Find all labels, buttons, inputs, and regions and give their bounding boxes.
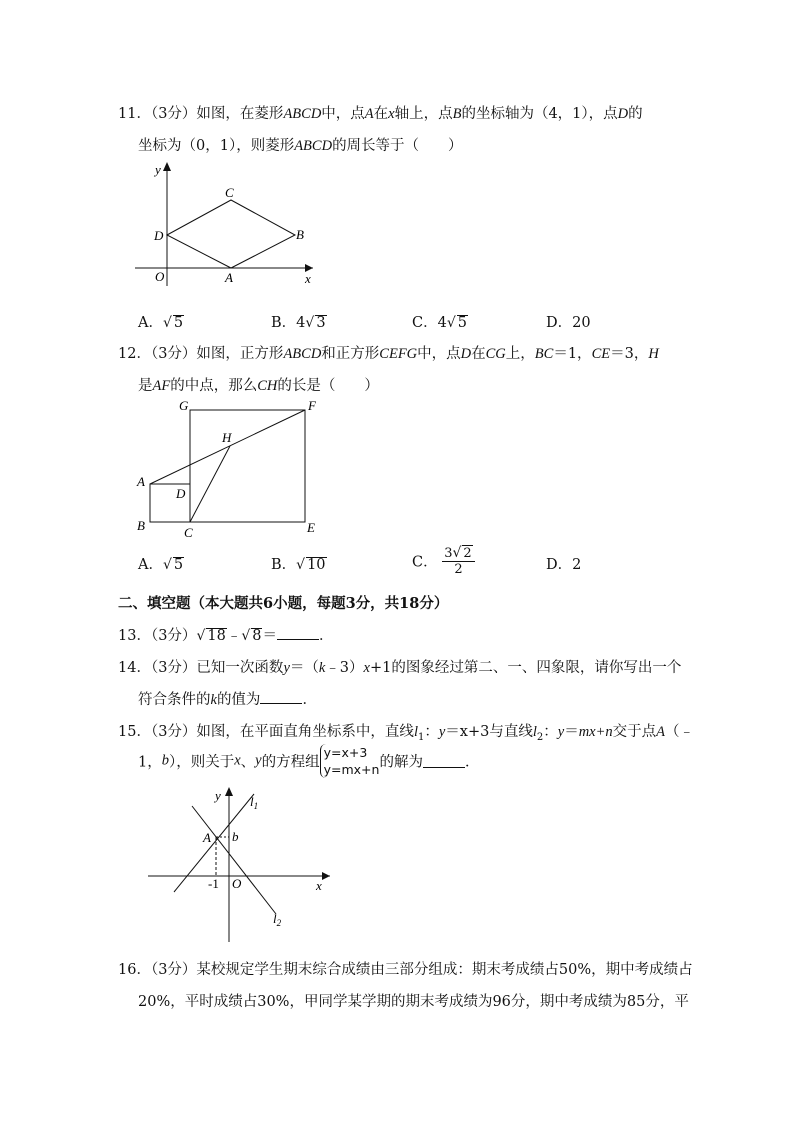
fig-c-label: C bbox=[225, 185, 234, 200]
fig-a-label: A bbox=[137, 474, 145, 489]
q12-option-c[interactable]: C． $\frac{3√ 2}{2}$ bbox=[412, 545, 475, 577]
section-2-heading: 二、填空题（本大题共6小题，每题3分，共18分） bbox=[118, 595, 449, 612]
fig-a-label: A bbox=[203, 830, 211, 845]
q14-line2: 符合条件的k的值为 ． bbox=[138, 692, 317, 708]
q11-option-c[interactable]: C．4√ 5 bbox=[412, 315, 467, 331]
q11-option-d[interactable]: D．20 bbox=[546, 315, 591, 331]
fig-h-label: H bbox=[222, 430, 232, 445]
q13-answer-blank[interactable] bbox=[277, 627, 319, 640]
fig-x-label: x bbox=[316, 878, 322, 893]
line-l2 bbox=[192, 806, 276, 914]
q14-answer-blank[interactable] bbox=[260, 691, 302, 704]
fig-l2-label: $l_2$ bbox=[273, 911, 282, 928]
q14-line1: 14．（3分）已知一次函数y＝（k﹣3）x+1的图象经过第二、一、四象限，请你写出一个 bbox=[118, 660, 682, 676]
fig-y-label: y bbox=[155, 162, 161, 177]
q11-option-a[interactable]: A．√ 5 bbox=[138, 315, 184, 331]
q11-rhombus-figure bbox=[135, 158, 330, 288]
q16-line2: 20%，平时成绩占30%，甲同学某学期的期末考成绩为96分，期中考成绩为85分，平 bbox=[138, 994, 689, 1010]
fig-l1-label: $l_1$ bbox=[250, 794, 259, 811]
fig-o-label: O bbox=[232, 876, 242, 891]
q15-equation-system: y=x+3 y=mx+n bbox=[320, 744, 380, 778]
q11-option-b[interactable]: B．4√ 3 bbox=[271, 315, 326, 331]
fig-g-label: G bbox=[179, 398, 189, 413]
q12-line2: 是AF的中点，那么CH的长是（ ） bbox=[138, 378, 379, 394]
fig-x-label: x bbox=[305, 271, 311, 286]
q11-line2: 坐标为（0，1），则菱形ABCD的周长等于（ ） bbox=[138, 138, 463, 154]
q15-line1: 15．（3分）如图，在平面直角坐标系中，直线$l_1$：y＝x+3与直线$l_2$：y＝mx+n交于点A（﹣ bbox=[118, 724, 694, 743]
fig-b-label: B bbox=[296, 227, 304, 242]
fig-neg1-label: -1 bbox=[208, 876, 219, 891]
x-axis-arrow bbox=[322, 872, 330, 880]
q12-option-b[interactable]: B．√ 10 bbox=[271, 557, 326, 573]
q15-line2: 1，b），则关于x、y的方程组y=x+3 y=mx+n的解为 ． bbox=[138, 745, 480, 777]
q12-line1: 12．（3分）如图，正方形ABCD和正方形CEFG中，点D在CG上，BC＝1，CE＝3，H bbox=[118, 346, 659, 362]
option-c-fraction: $\frac{3√ 2}{2}$ bbox=[442, 545, 474, 577]
q15-answer-blank[interactable] bbox=[423, 755, 465, 768]
segment-af bbox=[150, 410, 305, 484]
fig-f-label: F bbox=[308, 398, 316, 413]
q11-line1: 11．（3分）如图，在菱形ABCD中，点A在x轴上，点B的坐标轴为（4，1），点D的 bbox=[118, 106, 643, 122]
y-axis-arrow bbox=[163, 162, 171, 171]
fig-b-label: B bbox=[137, 518, 145, 533]
square-cefg bbox=[190, 410, 305, 522]
q13: 13．（3分）√ 18﹣√ 8＝ ． bbox=[118, 628, 334, 644]
q15-lines-figure bbox=[146, 784, 336, 944]
fig-d-label: D bbox=[176, 486, 186, 501]
fig-b-label: b bbox=[232, 829, 239, 844]
q16-line1: 16．（3分）某校规定学生期末综合成绩由三部分组成：期末考成绩占50%，期中考成绩占 bbox=[118, 962, 693, 978]
q12-option-a[interactable]: A．√ 5 bbox=[138, 557, 184, 573]
segment-ch bbox=[190, 446, 230, 522]
q12-squares-figure bbox=[133, 396, 328, 541]
fig-c-label: C bbox=[184, 525, 193, 540]
y-axis-arrow bbox=[225, 787, 233, 796]
fig-d-label: D bbox=[154, 228, 164, 243]
fig-e-label: E bbox=[307, 520, 315, 535]
fig-a-label: A bbox=[225, 270, 233, 285]
fig-y-label: y bbox=[215, 788, 221, 803]
rhombus-abcd bbox=[167, 200, 295, 268]
q12-option-d[interactable]: D．2 bbox=[546, 557, 582, 573]
fig-o-label: O bbox=[155, 269, 165, 284]
